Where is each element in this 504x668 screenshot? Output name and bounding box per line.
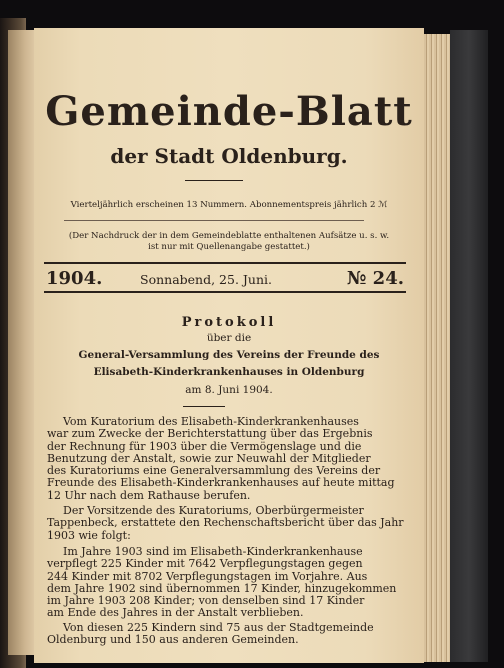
newspaper-page: [34, 28, 424, 663]
previous-page-edge: [8, 30, 36, 655]
paragraph-2: Der Vorsitzende des Kuratoriums, Oberbürgermeister Tappenbeck, erstattete den Rechenschaftsbericht über das Jahr 1903 wie folgt:: [47, 504, 404, 542]
reprint-notice-line2: ist nur mit Quellenangabe gestattet.): [148, 242, 310, 252]
masthead-title: Gemeinde-Blatt: [45, 88, 413, 135]
issue-year: 1904.: [46, 268, 103, 289]
book-cover: [450, 30, 488, 662]
paragraph-1: Vom Kuratorium des Elisabeth-Kinderkrankenhauses war zum Zwecke der Berichterstattung über das Ergebnis der Rechnung für 1903 über die Vermögenslage und die Benutzung der Anstalt, sowie zur Neuwahl der Mitglieder des Kuratoriums eine Generalversammlung des Vereins der Freunde des Elisabeth-Kinderkrankenhauses auf heute mittag 12 Uhr nach dem Rathause berufen.: [47, 415, 395, 502]
article-subheading: über die: [206, 332, 252, 344]
article-heading: Protokoll: [181, 315, 277, 330]
thin-rule: [64, 220, 364, 221]
masthead-subtitle: der Stadt Oldenburg.: [110, 144, 348, 168]
paragraph-3: Im Jahre 1903 sind im Elisabeth-Kinderkrankenhause verpflegt 225 Kinder mit 7642 Verpflegungstagen gegen 244 Kinder mit 8702 Verpflegungstagen im Vorjahre. Aus dem Jahre 1902 sind übernommen 17 Kinder, hinzugekommen im Jahre 1903 208 Kinder; von denselben sind 17 Kinder am Ende des Jahres in der Anstalt verblieben.: [47, 545, 397, 620]
issue-date: Sonnabend, 25. Juni.: [140, 272, 272, 287]
page-stack-edges: [424, 34, 450, 662]
dateline: [44, 265, 406, 291]
reprint-notice-line1: (Der Nachdruck der in dem Gemeindeblatte enthaltenen Aufsätze u. s. w.: [68, 231, 390, 241]
article-subheading: Elisabeth-Kinderkrankenhauses in Oldenburg: [93, 366, 365, 378]
dateline-top-rule: [44, 262, 406, 264]
dateline-bottom-rule: [44, 291, 406, 293]
issue-number: № 24.: [346, 268, 404, 289]
article-date: am 8. Juni 1904.: [185, 384, 273, 396]
short-rule: [185, 180, 243, 181]
paragraph-4: Von diesen 225 Kindern sind 75 aus der Stadtgemeinde Oldenburg und 150 aus anderen Gemeinden.: [47, 621, 374, 647]
article-subheading: General-Versammlung des Vereins der Freunde des: [78, 349, 380, 361]
subscription-info: Vierteljährlich erscheinen 13 Nummern. Abonnementspreis jährlich 2 ℳ: [70, 200, 388, 210]
short-rule: [183, 406, 225, 407]
